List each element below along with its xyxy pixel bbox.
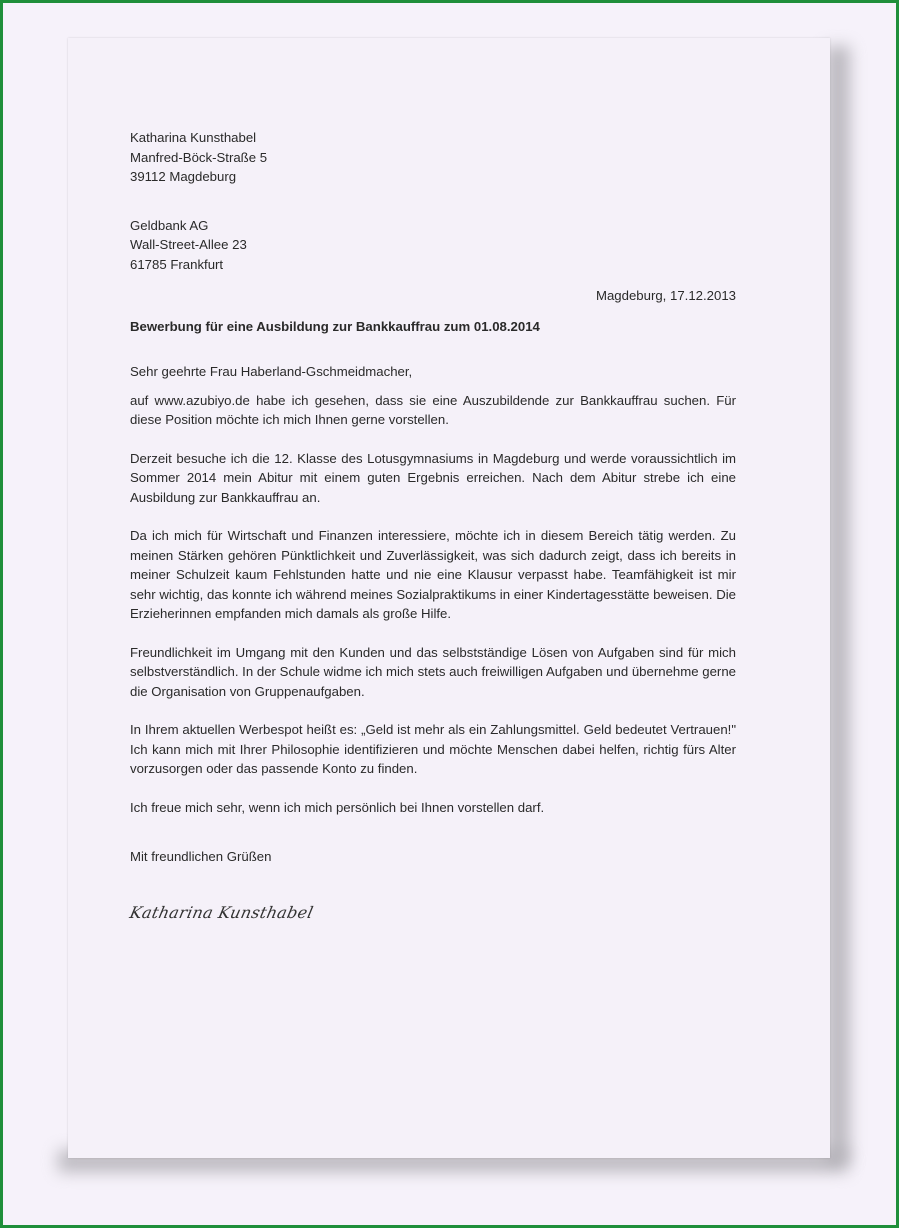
salutation: Sehr geehrte Frau Haberland-Gschmeidmacher, (130, 364, 413, 379)
sender-street: Manfred-Böck-Straße 5 (130, 149, 268, 165)
subject-line: Bewerbung für eine Ausbildung zur Bankkauffrau zum 01.08.2014 (130, 318, 540, 334)
sender-city: 39112 Magdeburg (130, 169, 237, 184)
place-date: Magdeburg, 17.12.2013 (595, 288, 736, 303)
sender-name: Katharina Kunsthabel (130, 130, 257, 145)
closing-sentence: Ich freue mich sehr, wenn ich mich persönlich bei Ihnen vorstellen darf. (130, 799, 545, 815)
sender-address (130, 128, 736, 187)
paragraph-1: auf www.azubiyo.de habe ich gesehen, dass sie eine Auszubildende zur Bankkauffrau suchen. Für diese Position möchte ich mich Ihnen gerne vorstellen. (130, 392, 736, 427)
handwritten-signature: Katharina Kunsthabel (128, 902, 316, 922)
paragraph-5: In Ihrem aktuellen Werbespot heißt es: „Geld ist mehr als ein Zahlungsmittel. Geld bedeutet Vertrauen!" Ich kann mich mit Ihrer Philosophie identifizieren und möchte Menschen dabei helfen, richtig fürs Alter vorzusorgen oder das passende Konto zu finden. (130, 722, 736, 776)
paragraph-4: Freundlichkeit im Umgang mit den Kunden und das selbstständige Lösen von Aufgaben sind für mich selbstverständlich. In der Schule widme ich mich stets auch freiwilligen Aufgaben und übernehme gerne die Organisation von Gruppenaufgaben. (130, 644, 736, 699)
recipient-street: Wall-Street-Allee 23 (130, 237, 247, 252)
recipient-company: Geldbank AG (130, 217, 209, 233)
paragraph-3: Da ich mich für Wirtschaft und Finanzen interessiere, möchte ich in diesem Bereich tätig werden. Zu meinen Stärken gehören Pünktlichkeit und Zuverlässigkeit, was sich dadurch zeigt, dass ich bereits in meiner Schulzeit kaum Fehlstunden hatte und nie eine Klausur verpasst habe. Teamfähigkeit ist mir sehr wichtig, das konnte ich während meines Sozialpraktikums in einer Kindertagesstätte beweisen. Die Erzieherinnen empfanden mich damals als große Hilfe. (130, 528, 736, 621)
recipient-city: 61785 Frankfurt (130, 256, 224, 272)
recipient-address (130, 216, 736, 275)
paragraph-2: Derzeit besuche ich die 12. Klasse des Lotusgymnasiums in Magdeburg und werde voraussichtlich im Sommer 2014 mein Abitur mit einem guten Ergebnis erreichen. Nach dem Abitur strebe ich eine Ausbildung zur Bankkauffrau an. (130, 450, 736, 505)
greeting: Mit freundlichen Grüßen (130, 849, 272, 864)
letter-content (130, 128, 736, 923)
letter-page (68, 38, 830, 1158)
